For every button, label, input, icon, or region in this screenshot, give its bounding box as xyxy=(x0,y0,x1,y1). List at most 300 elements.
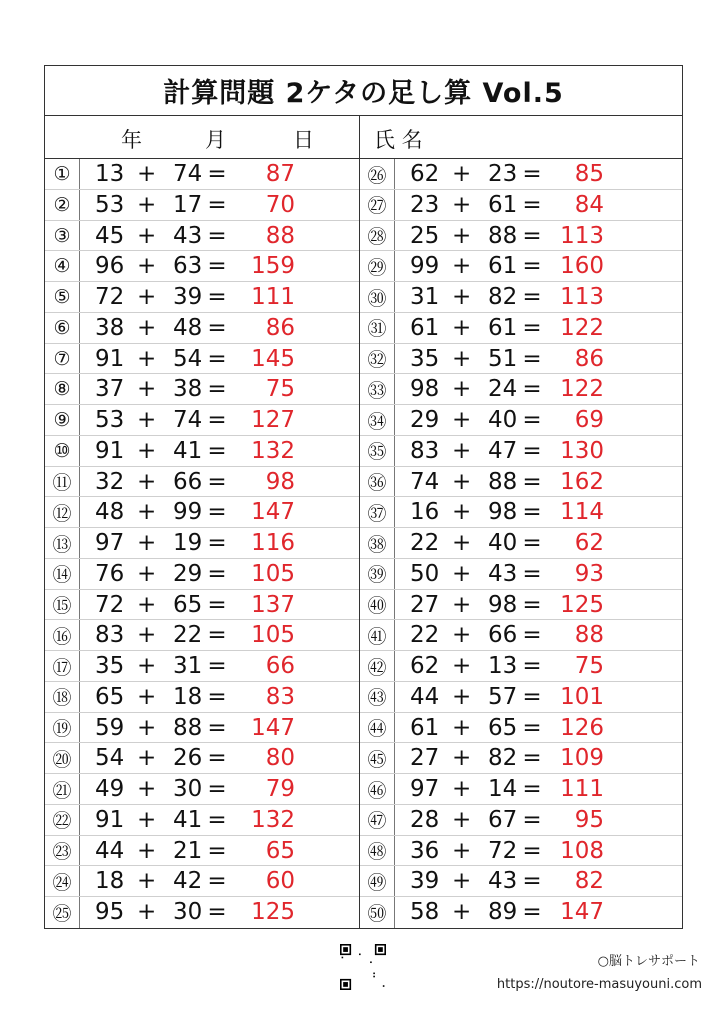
addend-b: 65 xyxy=(173,591,203,618)
problem-number: ⑬ xyxy=(52,533,72,556)
equals-sign: = xyxy=(522,868,542,895)
problem-row xyxy=(45,313,359,344)
problem-number: ㊱ xyxy=(367,472,387,494)
problem-number: ⑧ xyxy=(53,378,71,401)
answer: 132 xyxy=(251,437,295,464)
equals-sign: = xyxy=(522,560,542,587)
addend-b: 66 xyxy=(488,622,518,649)
answer: 80 xyxy=(265,745,295,772)
plus-sign: + xyxy=(137,560,157,587)
problem-number: ⑰ xyxy=(52,656,72,679)
addend-b: 65 xyxy=(488,714,518,741)
problem-row xyxy=(360,251,682,282)
answer: 108 xyxy=(560,837,604,864)
plus-sign: + xyxy=(137,591,157,618)
equals-sign: = xyxy=(522,745,542,772)
problem-number: ㊲ xyxy=(367,502,387,525)
name-field xyxy=(360,116,682,158)
year-label: 年 xyxy=(121,128,142,152)
problem-number: ㉕ xyxy=(52,902,72,925)
equals-sign: = xyxy=(522,284,542,310)
addend-b: 74 xyxy=(173,161,203,187)
equals-sign: = xyxy=(522,837,542,864)
answer: 87 xyxy=(265,161,295,187)
addend-a: 35 xyxy=(95,653,125,679)
addend-b: 17 xyxy=(173,191,203,218)
problem-number: ⑪ xyxy=(52,472,72,494)
problem-number: ㉟ xyxy=(367,441,387,464)
plus-sign: + xyxy=(137,868,157,895)
addend-a: 27 xyxy=(410,745,440,772)
addend-b: 66 xyxy=(173,468,203,495)
equals-sign: = xyxy=(522,683,542,710)
plus-sign: + xyxy=(452,560,472,587)
addend-a: 18 xyxy=(95,868,125,895)
problem-row xyxy=(360,344,682,375)
problem-number: ㊼ xyxy=(367,810,387,833)
plus-sign: + xyxy=(452,899,472,925)
equals-sign: = xyxy=(522,407,542,433)
problem-row xyxy=(360,374,682,405)
plus-sign: + xyxy=(452,191,472,218)
plus-sign: + xyxy=(452,622,472,649)
addend-a: 62 xyxy=(410,161,440,187)
problem-number: ④ xyxy=(53,255,71,278)
equals-sign: = xyxy=(207,191,227,218)
addend-a: 48 xyxy=(95,499,125,526)
problem-row xyxy=(360,620,682,651)
addend-a: 74 xyxy=(410,468,440,495)
problem-number: ㊳ xyxy=(367,533,387,556)
addend-b: 82 xyxy=(488,284,518,310)
month-label: 月 xyxy=(205,128,226,152)
name-label: 氏 名 xyxy=(374,128,423,152)
problem-number: ㊽ xyxy=(367,841,387,863)
plus-sign: + xyxy=(137,499,157,526)
addend-a: 22 xyxy=(410,530,440,556)
problem-number: ⑭ xyxy=(52,564,72,587)
site-url: https://noutore-masuyouni.com xyxy=(496,977,702,992)
problem-row xyxy=(360,313,682,344)
addend-b: 98 xyxy=(488,499,518,526)
problem-number: ㉒ xyxy=(52,810,72,833)
addend-b: 30 xyxy=(173,899,203,925)
answer: 147 xyxy=(251,714,295,741)
equals-sign: = xyxy=(522,776,542,802)
addend-b: 39 xyxy=(173,284,203,310)
problem-row xyxy=(45,743,359,774)
answer: 114 xyxy=(560,499,604,526)
problem-row xyxy=(360,897,682,928)
addend-a: 83 xyxy=(95,622,125,649)
addend-a: 13 xyxy=(95,161,125,187)
addend-a: 16 xyxy=(410,499,440,526)
addend-a: 95 xyxy=(95,899,125,925)
problem-row xyxy=(360,713,682,744)
problem-number: ㉘ xyxy=(367,226,387,248)
problem-row xyxy=(45,344,359,375)
plus-sign: + xyxy=(452,591,472,618)
addend-a: 97 xyxy=(95,530,125,556)
problem-row xyxy=(360,682,682,713)
addend-b: 88 xyxy=(488,468,518,495)
problem-number: ㉚ xyxy=(367,287,387,310)
problem-number: ⑩ xyxy=(53,439,71,462)
addend-b: 40 xyxy=(488,407,518,433)
plus-sign: + xyxy=(137,376,157,403)
problem-row xyxy=(360,651,682,682)
addend-b: 48 xyxy=(173,314,203,341)
plus-sign: + xyxy=(137,653,157,679)
addend-b: 29 xyxy=(173,560,203,587)
answer: 147 xyxy=(251,499,295,526)
plus-sign: + xyxy=(137,437,157,464)
problem-number: ⑥ xyxy=(53,316,71,339)
addend-a: 65 xyxy=(95,683,125,710)
addend-a: 32 xyxy=(95,468,125,495)
problem-row xyxy=(45,713,359,744)
addend-a: 38 xyxy=(95,314,125,341)
problem-number: ⑱ xyxy=(52,687,72,710)
problem-row xyxy=(45,836,359,867)
addend-a: 59 xyxy=(95,714,125,741)
answer: 132 xyxy=(251,806,295,833)
equals-sign: = xyxy=(522,222,542,249)
plus-sign: + xyxy=(452,253,472,280)
addend-a: 72 xyxy=(95,591,125,618)
addend-b: 61 xyxy=(488,191,518,218)
addend-a: 35 xyxy=(410,345,440,372)
answer: 79 xyxy=(265,776,295,802)
plus-sign: + xyxy=(452,222,472,249)
problem-row xyxy=(45,436,359,467)
problem-number: ㉖ xyxy=(367,164,387,187)
problem-number: ㉝ xyxy=(367,379,387,402)
addend-b: 74 xyxy=(173,407,203,433)
addend-b: 88 xyxy=(488,222,518,249)
problem-row xyxy=(45,682,359,713)
addend-b: 61 xyxy=(488,253,518,280)
plus-sign: + xyxy=(452,714,472,741)
answer: 85 xyxy=(574,161,604,187)
qr-code-icon xyxy=(340,944,386,990)
problem-row xyxy=(45,159,359,190)
plus-sign: + xyxy=(452,683,472,710)
problem-number: ㉛ xyxy=(367,318,387,341)
plus-sign: + xyxy=(137,683,157,710)
addend-b: 61 xyxy=(488,314,518,341)
equals-sign: = xyxy=(207,591,227,618)
equals-sign: = xyxy=(207,653,227,679)
plus-sign: + xyxy=(452,284,472,310)
addend-a: 98 xyxy=(410,376,440,403)
addend-b: 38 xyxy=(173,376,203,403)
problem-row xyxy=(45,282,359,313)
answer: 125 xyxy=(251,899,295,925)
addend-a: 45 xyxy=(95,222,125,249)
answer: 86 xyxy=(574,345,604,372)
answer: 83 xyxy=(265,683,295,710)
addend-b: 82 xyxy=(488,745,518,772)
plus-sign: + xyxy=(137,530,157,556)
addend-a: 39 xyxy=(410,868,440,895)
addend-a: 53 xyxy=(95,407,125,433)
equals-sign: = xyxy=(522,591,542,618)
addend-b: 54 xyxy=(173,345,203,372)
plus-sign: + xyxy=(137,345,157,372)
answer: 88 xyxy=(574,622,604,649)
equals-sign: = xyxy=(522,653,542,679)
equals-sign: = xyxy=(207,407,227,433)
addend-a: 76 xyxy=(95,560,125,587)
addend-a: 44 xyxy=(410,683,440,710)
plus-sign: + xyxy=(452,161,472,187)
problem-row xyxy=(45,497,359,528)
equals-sign: = xyxy=(207,560,227,587)
addend-b: 22 xyxy=(173,622,203,649)
addend-a: 29 xyxy=(410,407,440,433)
plus-sign: + xyxy=(452,437,472,464)
plus-sign: + xyxy=(137,191,157,218)
answer: 159 xyxy=(251,253,295,280)
equals-sign: = xyxy=(522,376,542,403)
problem-row xyxy=(45,528,359,559)
addend-b: 18 xyxy=(173,683,203,710)
problem-number: ① xyxy=(53,163,71,185)
addend-b: 57 xyxy=(488,683,518,710)
problem-row xyxy=(360,836,682,867)
problem-number: ㊶ xyxy=(367,625,387,648)
addend-b: 31 xyxy=(173,653,203,679)
plus-sign: + xyxy=(137,776,157,802)
problem-row xyxy=(45,774,359,805)
answer: 66 xyxy=(265,653,295,679)
problem-number: ⑫ xyxy=(52,502,72,525)
answer: 137 xyxy=(251,591,295,618)
problem-row xyxy=(45,866,359,897)
equals-sign: = xyxy=(207,314,227,341)
addend-a: 54 xyxy=(95,745,125,772)
problem-row xyxy=(45,590,359,621)
addend-b: 42 xyxy=(173,868,203,895)
addend-a: 22 xyxy=(410,622,440,649)
problem-row xyxy=(45,559,359,590)
problem-row xyxy=(45,190,359,221)
answer: 160 xyxy=(560,253,604,280)
addend-b: 40 xyxy=(488,530,518,556)
addend-b: 98 xyxy=(488,591,518,618)
equals-sign: = xyxy=(522,437,542,464)
problem-row xyxy=(360,221,682,252)
answer: 113 xyxy=(560,222,604,249)
addend-b: 26 xyxy=(173,745,203,772)
problem-row xyxy=(360,528,682,559)
problems-body xyxy=(45,159,682,928)
problem-row xyxy=(360,282,682,313)
equals-sign: = xyxy=(207,745,227,772)
addend-a: 91 xyxy=(95,806,125,833)
answer: 113 xyxy=(560,284,604,310)
plus-sign: + xyxy=(452,345,472,372)
plus-sign: + xyxy=(452,314,472,341)
addend-a: 96 xyxy=(95,253,125,280)
plus-sign: + xyxy=(137,714,157,741)
answer: 93 xyxy=(574,560,604,587)
equals-sign: = xyxy=(522,468,542,495)
addend-a: 49 xyxy=(95,776,125,802)
plus-sign: + xyxy=(452,530,472,556)
equals-sign: = xyxy=(207,437,227,464)
addend-b: 99 xyxy=(173,499,203,526)
answer: 105 xyxy=(251,622,295,649)
answer: 65 xyxy=(265,837,295,864)
answer: 127 xyxy=(251,407,295,433)
answer: 130 xyxy=(560,437,604,464)
problem-number: ⑲ xyxy=(52,718,72,740)
problem-row xyxy=(360,866,682,897)
equals-sign: = xyxy=(207,253,227,280)
addend-b: 43 xyxy=(173,222,203,249)
problem-row xyxy=(45,805,359,836)
answer: 116 xyxy=(251,530,295,556)
answer: 69 xyxy=(574,407,604,433)
problem-row xyxy=(360,805,682,836)
answer: 88 xyxy=(265,222,295,249)
equals-sign: = xyxy=(522,899,542,925)
addend-b: 43 xyxy=(488,868,518,895)
plus-sign: + xyxy=(137,806,157,833)
day-label: 日 xyxy=(293,128,314,152)
problem-number: ㊷ xyxy=(367,656,387,679)
answer: 98 xyxy=(265,468,295,495)
left-problem-column xyxy=(45,159,360,928)
equals-sign: = xyxy=(207,530,227,556)
addend-b: 24 xyxy=(488,376,518,403)
plus-sign: + xyxy=(452,653,472,679)
plus-sign: + xyxy=(452,745,472,772)
addend-a: 58 xyxy=(410,899,440,925)
equals-sign: = xyxy=(522,345,542,372)
problem-number: ⑯ xyxy=(52,625,72,648)
answer: 75 xyxy=(574,653,604,679)
problem-number: ㊾ xyxy=(367,871,387,894)
equals-sign: = xyxy=(522,253,542,280)
equals-sign: = xyxy=(207,222,227,249)
addend-a: 25 xyxy=(410,222,440,249)
addend-b: 21 xyxy=(173,837,203,864)
equals-sign: = xyxy=(207,806,227,833)
problem-number: ㉜ xyxy=(367,349,387,371)
addend-b: 88 xyxy=(173,714,203,741)
problem-row xyxy=(360,743,682,774)
plus-sign: + xyxy=(452,837,472,864)
answer: 111 xyxy=(251,284,295,310)
problem-number: ㊺ xyxy=(367,748,387,771)
equals-sign: = xyxy=(207,714,227,741)
addend-a: 27 xyxy=(410,591,440,618)
addend-b: 89 xyxy=(488,899,518,925)
addend-a: 97 xyxy=(410,776,440,802)
problem-number: ⑮ xyxy=(52,595,72,617)
problem-row xyxy=(45,467,359,498)
plus-sign: + xyxy=(137,837,157,864)
plus-sign: + xyxy=(137,468,157,495)
plus-sign: + xyxy=(452,868,472,895)
equals-sign: = xyxy=(207,376,227,403)
problem-number: ㊻ xyxy=(367,779,387,802)
equals-sign: = xyxy=(522,499,542,526)
problem-number: ㉓ xyxy=(52,841,72,863)
answer: 122 xyxy=(560,314,604,341)
problem-number: ⑨ xyxy=(53,409,71,431)
problem-row xyxy=(360,559,682,590)
problem-row xyxy=(360,190,682,221)
worksheet-title: 計算問題 2ケタの足し算 Vol.5 xyxy=(45,66,682,116)
problem-row xyxy=(360,436,682,467)
plus-sign: + xyxy=(452,806,472,833)
problem-number: ㉔ xyxy=(52,871,72,894)
equals-sign: = xyxy=(207,837,227,864)
plus-sign: + xyxy=(137,314,157,341)
problem-row xyxy=(45,405,359,436)
problem-row xyxy=(45,651,359,682)
plus-sign: + xyxy=(137,622,157,649)
problem-row xyxy=(45,251,359,282)
equals-sign: = xyxy=(522,161,542,187)
equals-sign: = xyxy=(207,499,227,526)
plus-sign: + xyxy=(137,284,157,310)
answer: 109 xyxy=(560,745,604,772)
problem-row xyxy=(360,497,682,528)
problem-number: ③ xyxy=(53,224,71,247)
addend-b: 41 xyxy=(173,437,203,464)
addend-a: 37 xyxy=(95,376,125,403)
addend-a: 53 xyxy=(95,191,125,218)
equals-sign: = xyxy=(207,899,227,925)
problem-row xyxy=(45,897,359,928)
addend-a: 83 xyxy=(410,437,440,464)
addend-b: 41 xyxy=(173,806,203,833)
problem-row xyxy=(45,221,359,252)
problem-number: ㊸ xyxy=(367,687,387,710)
answer: 62 xyxy=(574,530,604,556)
answer: 82 xyxy=(574,868,604,895)
answer: 145 xyxy=(251,345,295,372)
equals-sign: = xyxy=(522,191,542,218)
addend-a: 28 xyxy=(410,806,440,833)
answer: 147 xyxy=(560,899,604,925)
addend-a: 36 xyxy=(410,837,440,864)
plus-sign: + xyxy=(137,407,157,433)
plus-sign: + xyxy=(137,222,157,249)
answer: 70 xyxy=(265,191,295,218)
problem-number: ㉗ xyxy=(367,195,387,218)
problem-row xyxy=(360,405,682,436)
equals-sign: = xyxy=(207,468,227,495)
equals-sign: = xyxy=(522,530,542,556)
addend-a: 99 xyxy=(410,253,440,280)
answer: 84 xyxy=(574,191,604,218)
addend-b: 72 xyxy=(488,837,518,864)
addend-a: 62 xyxy=(410,653,440,679)
header-row xyxy=(45,116,682,159)
brand-name: ○脳トレサポート xyxy=(597,954,700,969)
answer: 95 xyxy=(574,806,604,833)
addend-b: 67 xyxy=(488,806,518,833)
addend-b: 51 xyxy=(488,345,518,372)
problem-row xyxy=(360,159,682,190)
addend-a: 44 xyxy=(95,837,125,864)
